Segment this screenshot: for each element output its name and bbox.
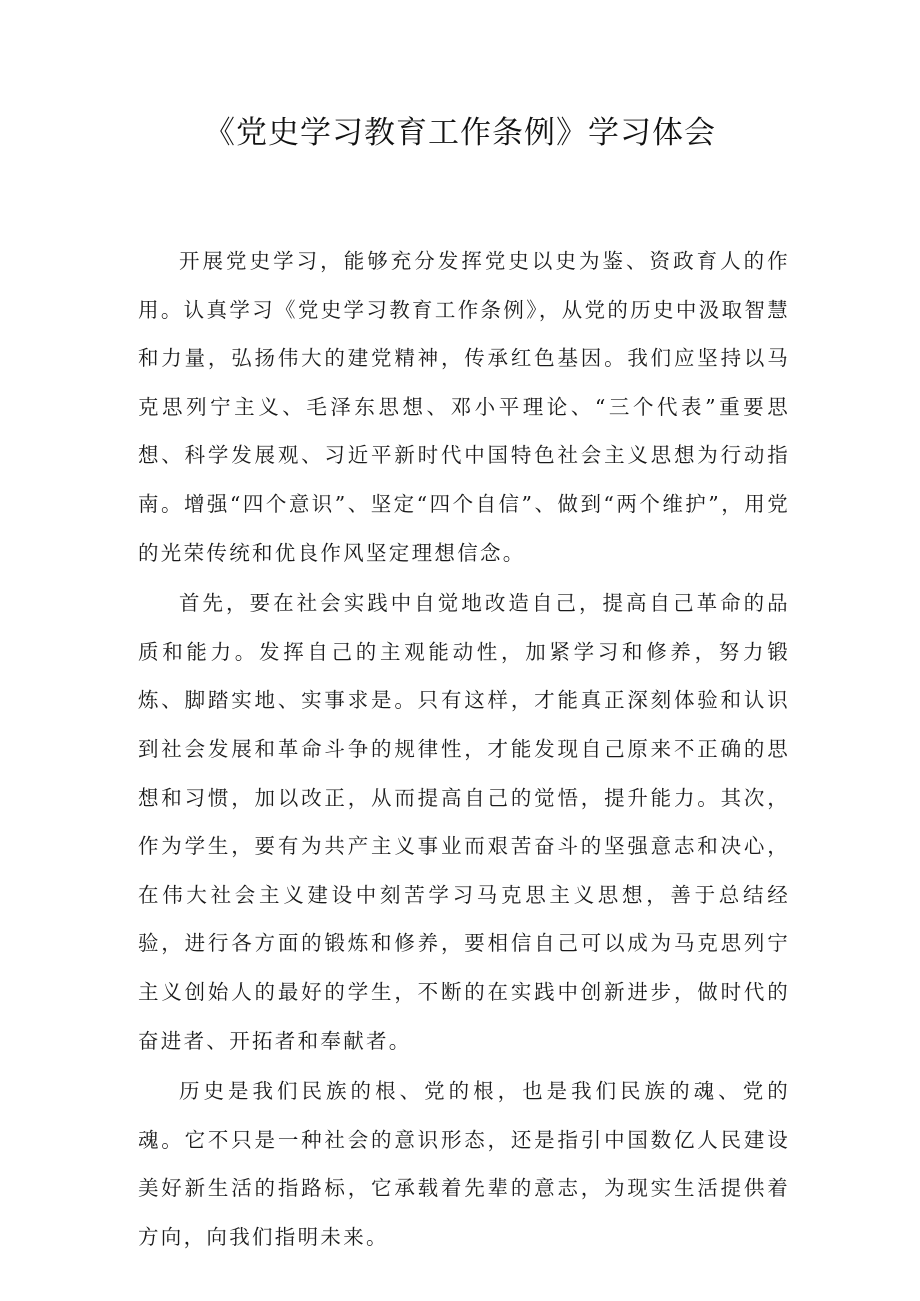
document-body xyxy=(138,237,790,1261)
paragraph-2: 首先，要在社会实践中自觉地改造自己，提高自己革命的品质和能力。发挥自己的主观能动性，加紧学习和修养，努力锻炼、脚踏实地、实事求是。只有这样，才能真正深刻体验和认识到社会发展和革命斗争的规律性，才能发现自己原来不正确的思想和习惯，加以改正，从而提高自己的觉悟，提升能力。其次，作为学生，要有为共产主义事业而艰苦奋斗的坚强意志和决心，在伟大社会主义建设中刻苦学习马克思主义思想，善于总结经验，进行各方面的锻炼和修养，要相信自己可以成为马克思列宁主义创始人的最好的学生，不断的在实践中创新进步，做时代的奋进者、开拓者和奉献者。 xyxy=(138,591,790,1053)
paragraph-3: 历史是我们民族的根、党的根，也是我们民族的魂、党的魂。它不只是一种社会的意识形态，还是指引中国数亿人民建设美好新生活的指路标，它承载着先辈的意志，为现实生活提供着方向，向我们指明未来。 xyxy=(138,1079,790,1249)
paragraph-1: 开展党史学习，能够充分发挥党史以史为鉴、资政育人的作用。认真学习《党史学习教育工作条例》，从党的历史中汲取智慧和力量，弘扬伟大的建党精神，传承红色基因。我们应坚持以马克思列宁主义、毛泽东思想、邓小平理论、“三个代表”重要思想、科学发展观、习近平新时代中国特色社会主义思想为行动指南。增强“四个意识”、坚定“四个自信”、做到“两个维护”，用党的光荣传统和优良作风坚定理想信念。 xyxy=(138,249,790,565)
document-title: 《党史学习教育工作条例》学习体会 xyxy=(204,115,716,151)
